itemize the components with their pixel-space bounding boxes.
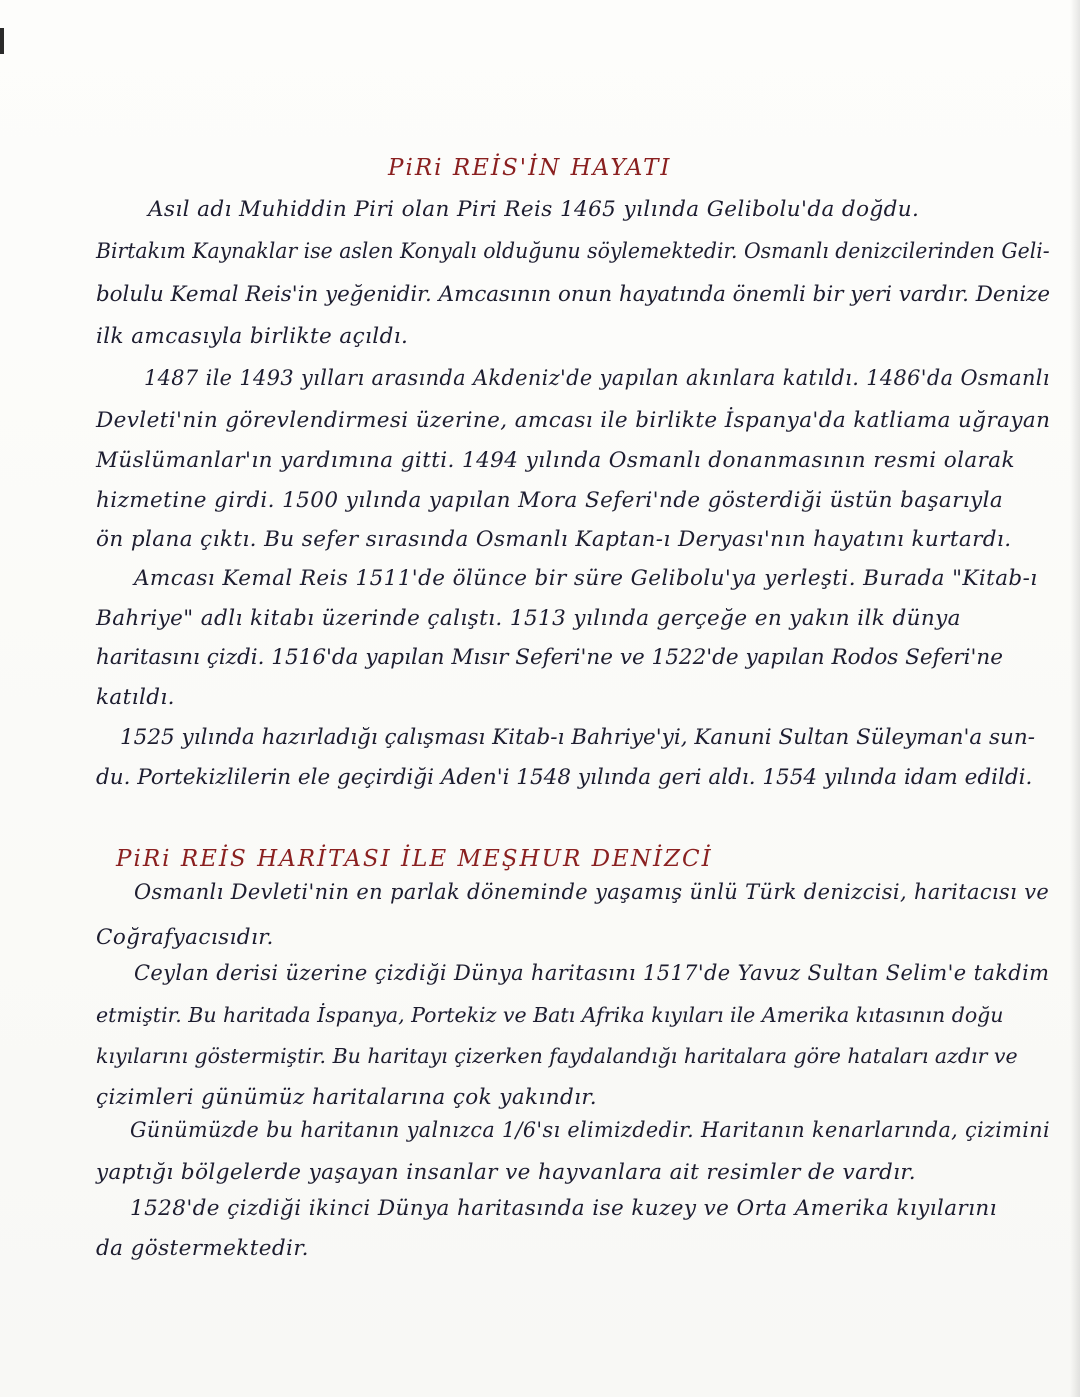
text-line: hizmetine girdi. 1500 yılında yapılan Mora Seferi'nde gösterdiği üstün başarıyla: [96, 488, 1004, 513]
text-line: du. Portekizlilerin ele geçirdiği Aden'i 1548 yılında geri aldı. 1554 yılında idam edildi.: [96, 765, 1033, 790]
text-line: çizimleri günümüz haritalarına çok yakındır.: [96, 1085, 597, 1110]
text-line: bolulu Kemal Reis'in yeğenidir. Amcasının onun hayatında önemli bir yeri vardır. Denize: [96, 282, 1051, 307]
text-line: haritasını çizdi. 1516'da yapılan Mısır Seferi'ne ve 1522'de yapılan Rodos Seferi'ne: [96, 645, 1003, 670]
text-line: da göstermektedir.: [96, 1236, 309, 1261]
text-line: Bahriye" adlı kitabı üzerinde çalıştı. 1513 yılında gerçeğe en yakın ilk dünya: [96, 606, 961, 631]
text-line: ilk amcasıyla birlikte açıldı.: [96, 324, 409, 349]
text-line: Asıl adı Muhiddin Piri olan Piri Reis 1465 yılında Gelibolu'da doğdu.: [148, 197, 920, 222]
text-line: Ceylan derisi üzerine çizdiği Dünya haritasını 1517'de Yavuz Sultan Selim'e takdim: [134, 961, 1050, 986]
page-shadow-edge: [1070, 0, 1080, 1397]
text-line: 1487 ile 1493 yılları arasında Akdeniz'de yapılan akınlara katıldı. 1486'da Osmanlı: [144, 366, 1050, 391]
text-line: Osmanlı Devleti'nin en parlak döneminde yaşamış ünlü Türk denizcisi, haritacısı ve: [134, 880, 1050, 905]
text-line: 1525 yılında hazırladığı çalışması Kitab-ı Bahriye'yi, Kanuni Sultan Süleyman'a sun-: [120, 725, 1036, 750]
page-edge-mark: [0, 28, 4, 54]
text-line: Amcası Kemal Reis 1511'de ölünce bir süre Gelibolu'ya yerleşti. Burada "Kitab-ı: [134, 566, 1038, 591]
text-line: ön plana çıktı. Bu sefer sırasında Osmanlı Kaptan-ı Deryası'nın hayatını kurtardı.: [96, 527, 1012, 552]
text-line: kıyılarını göstermiştir. Bu haritayı çizerken faydalandığı haritalara göre hataları azdır ve: [96, 1044, 1018, 1068]
text-line: Devleti'nin görevlendirmesi üzerine, amcası ile birlikte İspanya'da katliama uğrayan: [96, 408, 1051, 433]
text-line: Günümüzde bu haritanın yalnızca 1/6'sı elimizdedir. Haritanın kenarlarında, çizimini: [130, 1118, 1050, 1143]
text-line: Coğrafyacısıdır.: [96, 925, 274, 950]
text-line: katıldı.: [96, 685, 175, 710]
text-line: yaptığı bölgelerde yaşayan insanlar ve hayvanlara ait resimler de vardır.: [96, 1160, 916, 1185]
text-line: Müslümanlar'ın yardımına gitti. 1494 yılında Osmanlı donanmasının resmi olarak: [96, 448, 1015, 473]
text-line: 1528'de çizdiği ikinci Dünya haritasında ise kuzey ve Orta Amerika kıyılarını: [130, 1196, 997, 1221]
section-title-hayati: PiRi REİS'İN HAYATI: [388, 155, 672, 181]
text-line: Birtakım Kaynaklar ise aslen Konyalı olduğunu söylemektedir. Osmanlı denizcilerinden Geli-: [96, 239, 1050, 264]
section-title-harita: PiRi REİS HARİTASI İLE MEŞHUR DENİZCİ: [116, 846, 713, 872]
text-line: etmiştir. Bu haritada İspanya, Portekiz ve Batı Afrika kıyıları ile Amerika kıtasının doğu: [96, 1003, 1004, 1027]
